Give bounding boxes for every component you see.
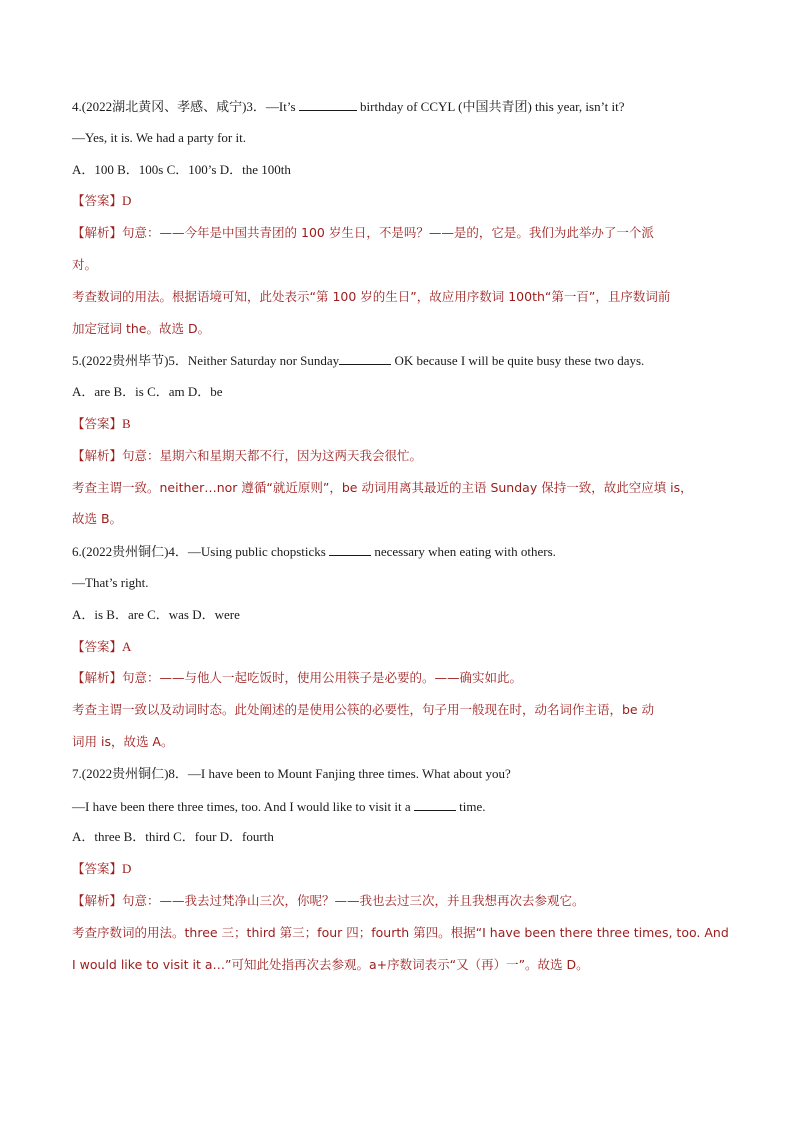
question-stem: 5.(2022贵州毕节)5．Neither Saturday nor Sunday OK because I will be quite busy these two days. [72, 350, 732, 370]
document-page [72, 96, 732, 986]
question-stem: 4.(2022湖北黄冈、孝感、咸宁)3．—It’s birthday of CCYL (中国共青团) this year, isn’t it? [72, 96, 732, 116]
options: A．three B．third C．four D．fourth [72, 829, 274, 845]
analysis-line: 【解析】句意：——今年是中国共青团的 100 岁生日，不是吗？——是的，它是。我们为此举办了一个派 [72, 225, 654, 241]
answer-blank [339, 350, 391, 365]
answer-line: 【答案】D [72, 193, 132, 209]
answer-line: 【答案】D [72, 861, 132, 877]
answer-blank [299, 96, 357, 111]
explanation-line: 故选 B。 [72, 511, 123, 527]
analysis-line: 【解析】句意：——与他人一起吃饭时，使用公用筷子是必要的。——确实如此。 [72, 670, 523, 686]
dialogue-reply: —Yes, it is. We had a party for it. [72, 129, 246, 145]
dialogue-reply: —That’s right. [72, 574, 149, 590]
analysis-line: 【解析】句意：星期六和星期天都不行，因为这两天我会很忙。 [72, 447, 423, 463]
explanation-line: 加定冠词 the。故选 D。 [72, 320, 211, 336]
explanation-line: I would like to visit it a…”可知此处指再次去参观。a+序数词表示“又（再）一”。故选 D。 [72, 956, 589, 972]
options: A．is B．are C．was D．were [72, 606, 240, 622]
question-stem: 7.(2022贵州铜仁)8．—I have been to Mount Fanjing three times. What about you? [72, 765, 511, 781]
question-stem: 6.(2022贵州铜仁)4．—Using public chopsticks necessary when eating with others. [72, 541, 732, 561]
answer-line: 【答案】A [72, 638, 132, 654]
answer-line: 【答案】B [72, 415, 131, 431]
explanation-line: 词用 is，故选 A。 [72, 733, 174, 749]
explanation-line: 考查主谓一致以及动词时态。此处阐述的是使用公筷的必要性，句子用一般现在时，动名词作主语，be 动 [72, 702, 655, 718]
explanation-line: 考查数词的用法。根据语境可知，此处表示“第 100 岁的生日”，故应用序数词 100th“第一百”，且序数词前 [72, 288, 671, 304]
answer-blank [414, 796, 456, 811]
options: A．are B．is C．am D．be [72, 384, 223, 400]
analysis-line: 【解析】句意：——我去过梵净山三次，你呢？——我也去过三次，并且我想再次去参观它。 [72, 892, 585, 908]
analysis-continued: 对。 [72, 256, 98, 272]
options: A．100 B．100s C．100’s D．the 100th [72, 161, 291, 177]
explanation-line: 考查主谓一致。neither…nor 遵循“就近原则”，be 动词用离其最近的主语 Sunday 保持一致，故此空应填 is， [72, 479, 693, 495]
answer-blank [329, 541, 371, 556]
dialogue-reply: —I have been there three times, too. And I would like to visit it a time. [72, 796, 732, 816]
explanation-line: 考查序数词的用法。three 三；third 第三；four 四；fourth 第四。根据“I have been there three times, too. And [72, 924, 729, 940]
